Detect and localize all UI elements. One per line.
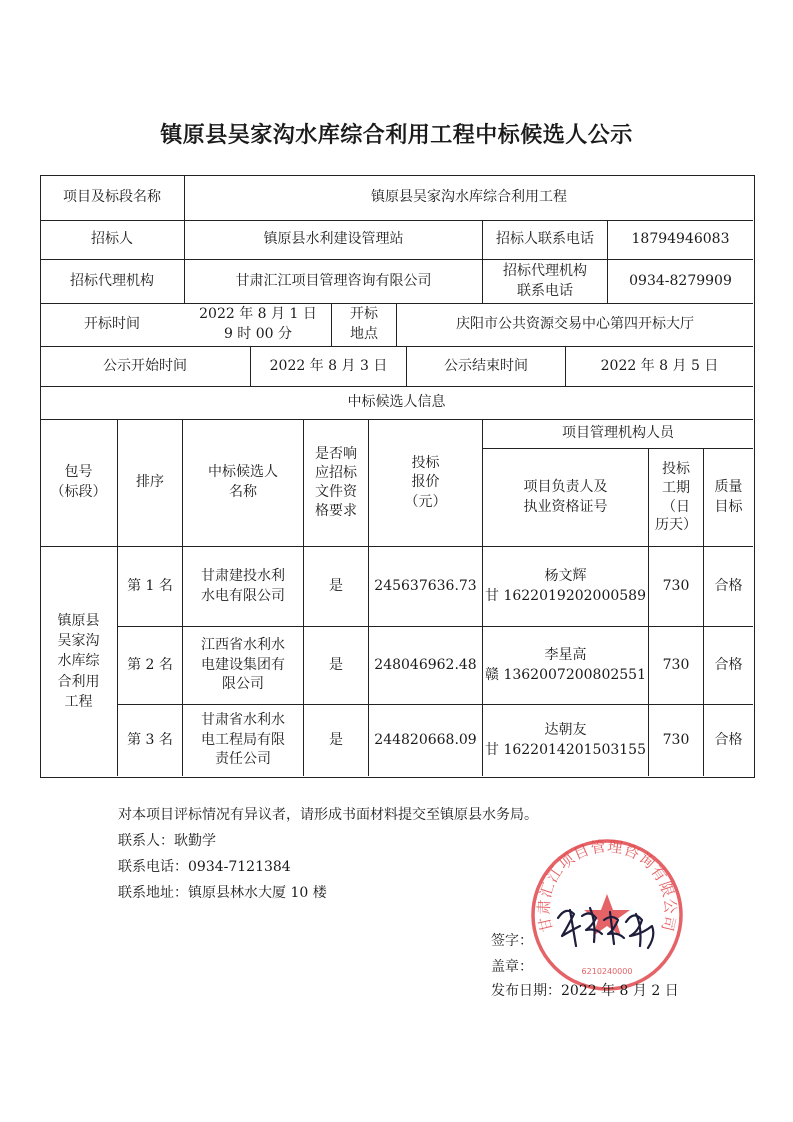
objection-note: 对本项目评标情况有异议者，请形成书面材料提交至镇原县水务局。	[118, 807, 538, 823]
candidate-name-line: 限公司	[222, 676, 264, 693]
col-header-package	[40, 420, 117, 546]
contact-address: 联系地址：镇原县林水大厦 10 楼	[118, 885, 327, 901]
col-header-bid-line1: 投标	[411, 454, 440, 471]
candidate-leader-cert: 甘 1622014201503155	[485, 741, 646, 758]
col-header-quality	[704, 449, 753, 546]
agency-phone-label-line1: 招标代理机构	[503, 262, 587, 279]
agency-value: 甘肃汇江项目管理咨询有限公司	[235, 272, 432, 289]
col-header-period	[649, 449, 703, 546]
col-header-quality-line2: 目标	[714, 498, 743, 515]
candidate-qualified: 是	[329, 731, 343, 748]
package-name-line: 合利用	[57, 673, 100, 690]
col-header-leader	[483, 449, 648, 546]
col-header-candidate	[183, 420, 303, 546]
agency-phone-label	[483, 260, 607, 303]
candidate-name	[183, 547, 303, 626]
candidate-period: 730	[662, 577, 690, 594]
col-header-qualified-line1: 是否响	[315, 446, 357, 463]
package-name-line: 工程	[64, 693, 93, 710]
candidate-bid: 248046962.48	[374, 656, 477, 673]
candidate-name	[183, 705, 303, 776]
col-header-qualified-line4: 格要求	[315, 502, 357, 519]
col-header-bid-line3: （元）	[404, 493, 447, 510]
signature-label: 签字：	[491, 933, 533, 949]
candidate-quality: 合格	[714, 577, 743, 594]
candidate-leader-cert: 赣 1362007200802551	[485, 666, 646, 683]
candidate-quality: 合格	[714, 656, 743, 673]
candidate-name	[183, 627, 303, 704]
candidate-leader-name: 杨文辉	[544, 567, 587, 584]
agency-label: 招标代理机构	[70, 272, 154, 289]
candidate-leader-cert: 甘 1622019202000589	[485, 587, 646, 604]
tenderer-phone-value: 18794946083	[631, 231, 730, 248]
col-header-period-line1: 投标	[662, 460, 690, 477]
col-header-period-line3: （日	[662, 498, 690, 515]
open-place-label-line1: 开标	[350, 306, 378, 323]
contact-person: 联系人：耿勤学	[118, 833, 216, 849]
open-time-date: 2022 年 8 月 1 日	[199, 306, 317, 323]
seal-label: 盖章：	[491, 959, 533, 975]
col-header-bid-line2: 报价	[411, 474, 440, 491]
notice-start-label: 公示开始时间	[103, 357, 187, 374]
candidate-qualified: 是	[329, 656, 343, 673]
candidate-bid: 245637636.73	[374, 577, 477, 594]
col-header-leader-line1: 项目负责人及	[523, 478, 608, 495]
col-header-candidate-line1: 中标候选人	[208, 464, 278, 481]
open-time-label: 开标时间	[84, 316, 140, 333]
svg-text:6210240000: 6210240000	[581, 967, 633, 976]
col-header-package-line1: 包号	[64, 464, 93, 481]
col-header-qualified-line2: 应招标	[315, 465, 357, 482]
document-title: 镇原县吴家沟水库综合利用工程中标候选人公示	[160, 123, 633, 148]
candidate-leader	[483, 705, 648, 776]
candidate-name-line: 责任公司	[215, 751, 271, 768]
open-time-value	[185, 304, 331, 346]
notice-end-value: 2022 年 8 月 5 日	[600, 357, 719, 374]
candidate-rank: 第 1 名	[127, 577, 173, 594]
open-place-label-line2: 地点	[350, 326, 378, 342]
agency-phone-label-line2: 联系电话	[517, 282, 573, 299]
candidate-period: 730	[662, 731, 690, 748]
col-header-qualified	[304, 420, 368, 546]
svg-text:甘肃汇江项目管理咨询有限公司: 甘肃汇江项目管理咨询有限公司	[534, 837, 680, 934]
candidate-quality: 合格	[714, 731, 743, 748]
col-header-bid	[369, 420, 482, 546]
package-name-line: 吴家沟	[57, 633, 100, 650]
candidate-name-line: 甘肃建投水利	[201, 567, 285, 584]
publish-date	[491, 980, 679, 1000]
candidate-name-line: 江西省水利水	[201, 637, 285, 654]
col-header-quality-line1: 质量	[714, 478, 743, 495]
candidate-leader-name: 达朝友	[544, 721, 587, 738]
candidate-name-line: 水电有限公司	[201, 587, 285, 604]
notice-start-value: 2022 年 8 月 3 日	[269, 357, 388, 374]
candidate-rank: 第 3 名	[127, 731, 173, 748]
handwritten-signature	[552, 896, 662, 956]
col-header-mgmt-group: 项目管理机构人员	[562, 425, 674, 442]
agency-phone-value: 0934-8279909	[629, 272, 732, 289]
candidate-bid: 244820668.09	[374, 731, 477, 748]
contact-phone: 联系电话：0934-7121384	[118, 859, 291, 875]
candidate-qualified: 是	[329, 577, 343, 594]
tenderer-phone-label: 招标人联系电话	[496, 231, 594, 248]
notice-end-label: 公示结束时间	[444, 357, 528, 374]
project-name-label: 项目及标段名称	[63, 189, 161, 206]
candidate-name-line: 甘肃省水利水	[201, 712, 285, 729]
col-header-period-line2: 工期	[662, 479, 690, 496]
tenderer-value: 镇原县水利建设管理站	[263, 231, 404, 248]
publish-date-value: 2022 年 8 月 2 日	[561, 983, 679, 999]
package-name-line: 镇原县	[57, 612, 100, 629]
col-header-rank: 排序	[136, 474, 164, 491]
candidate-rank: 第 2 名	[127, 656, 173, 673]
candidate-leader	[483, 547, 648, 626]
project-name-value: 镇原县吴家沟水库综合利用工程	[371, 189, 567, 206]
col-header-leader-line2: 执业资格证号	[523, 498, 608, 515]
publish-date-label: 发布日期：	[491, 983, 561, 999]
col-header-package-line2: （标段）	[50, 484, 107, 500]
candidate-leader	[483, 627, 648, 704]
col-header-candidate-line2: 名称	[229, 484, 257, 500]
package-name-line: 水库综	[57, 653, 100, 670]
open-place-value: 庆阳市公共资源交易中心第四开标大厅	[456, 316, 694, 333]
col-header-period-line4: 历天）	[655, 517, 697, 534]
candidate-period: 730	[662, 656, 690, 673]
tenderer-label: 招标人	[91, 231, 133, 248]
open-time-hour: 9 时 00 分	[223, 326, 293, 342]
candidate-name-line: 电建设集团有	[201, 656, 285, 673]
candidate-name-line: 电工程局有限	[201, 731, 285, 748]
candidates-section-header: 中标候选人信息	[347, 394, 446, 411]
candidate-leader-name: 李星高	[544, 646, 587, 663]
package-name-cell	[40, 547, 117, 776]
open-place-label	[332, 304, 396, 346]
col-header-qualified-line3: 文件资	[315, 484, 357, 500]
